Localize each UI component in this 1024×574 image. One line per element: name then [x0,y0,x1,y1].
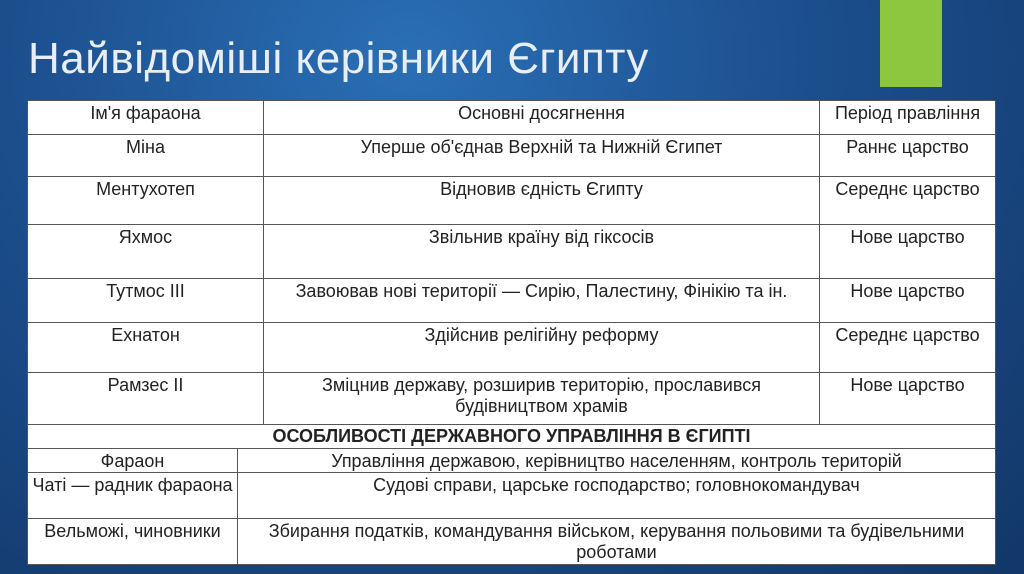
governance-duties: Управління державою, керівництво населенням, контроль територій [238,449,996,473]
table-row [28,279,996,323]
pharaoh-achievement: Здійснив релігійну реформу [264,323,820,373]
pharaoh-achievement: Звільнив країну від гіксосів [264,225,820,279]
governance-role: Фараон [28,449,238,473]
accent-square [880,0,942,87]
pharaoh-period: Нове царство [820,279,996,323]
header-achievements: Основні досягнення [264,101,820,135]
pharaoh-name: Міна [28,135,264,177]
section-title: ОСОБЛИВОСТІ ДЕРЖАВНОГО УПРАВЛІННЯ В ЄГИПТІ [28,425,996,449]
governance-row [28,473,996,519]
pharaoh-achievement: Відновив єдність Єгипту [264,177,820,225]
pharaoh-achievement: Завоював нові території — Сирію, Палестину, Фінікію та ін. [264,279,820,323]
governance-row [28,519,996,565]
slide-title: Найвідоміші керівники Єгипту [28,34,649,83]
pharaoh-period: Середнє царство [820,323,996,373]
pharaohs-table-container [27,100,995,564]
table-row [28,177,996,225]
pharaoh-period: Нове царство [820,225,996,279]
pharaoh-period: Нове царство [820,373,996,425]
governance-role: Вельможі, чиновники [28,519,238,565]
pharaoh-name: Рамзес ІІ [28,373,264,425]
pharaoh-name: Яхмос [28,225,264,279]
table-row [28,225,996,279]
header-pharaoh-name: Ім'я фараона [28,101,264,135]
governance-row [28,449,996,473]
section-header-row [28,425,996,449]
governance-duties: Збирання податків, командування військом, керування польовими та будівельними роботами [238,519,996,565]
pharaoh-name: Ехнатон [28,323,264,373]
pharaoh-name: Тутмос ІІІ [28,279,264,323]
pharaoh-achievement: Зміцнив державу, розширив територію, прославився будівництвом храмів [264,373,820,425]
table-row [28,135,996,177]
table-row [28,373,996,425]
governance-duties: Судові справи, царське господарство; головнокомандувач [238,473,996,519]
table-row [28,323,996,373]
pharaoh-achievement: Уперше об'єднав Верхній та Нижній Єгипет [264,135,820,177]
header-period: Період правління [820,101,996,135]
governance-role: Чаті — радник фараона [28,473,238,519]
pharaoh-period: Раннє царство [820,135,996,177]
pharaoh-period: Середнє царство [820,177,996,225]
table-header-row [28,101,996,135]
pharaohs-table [27,100,996,565]
pharaoh-name: Ментухотеп [28,177,264,225]
